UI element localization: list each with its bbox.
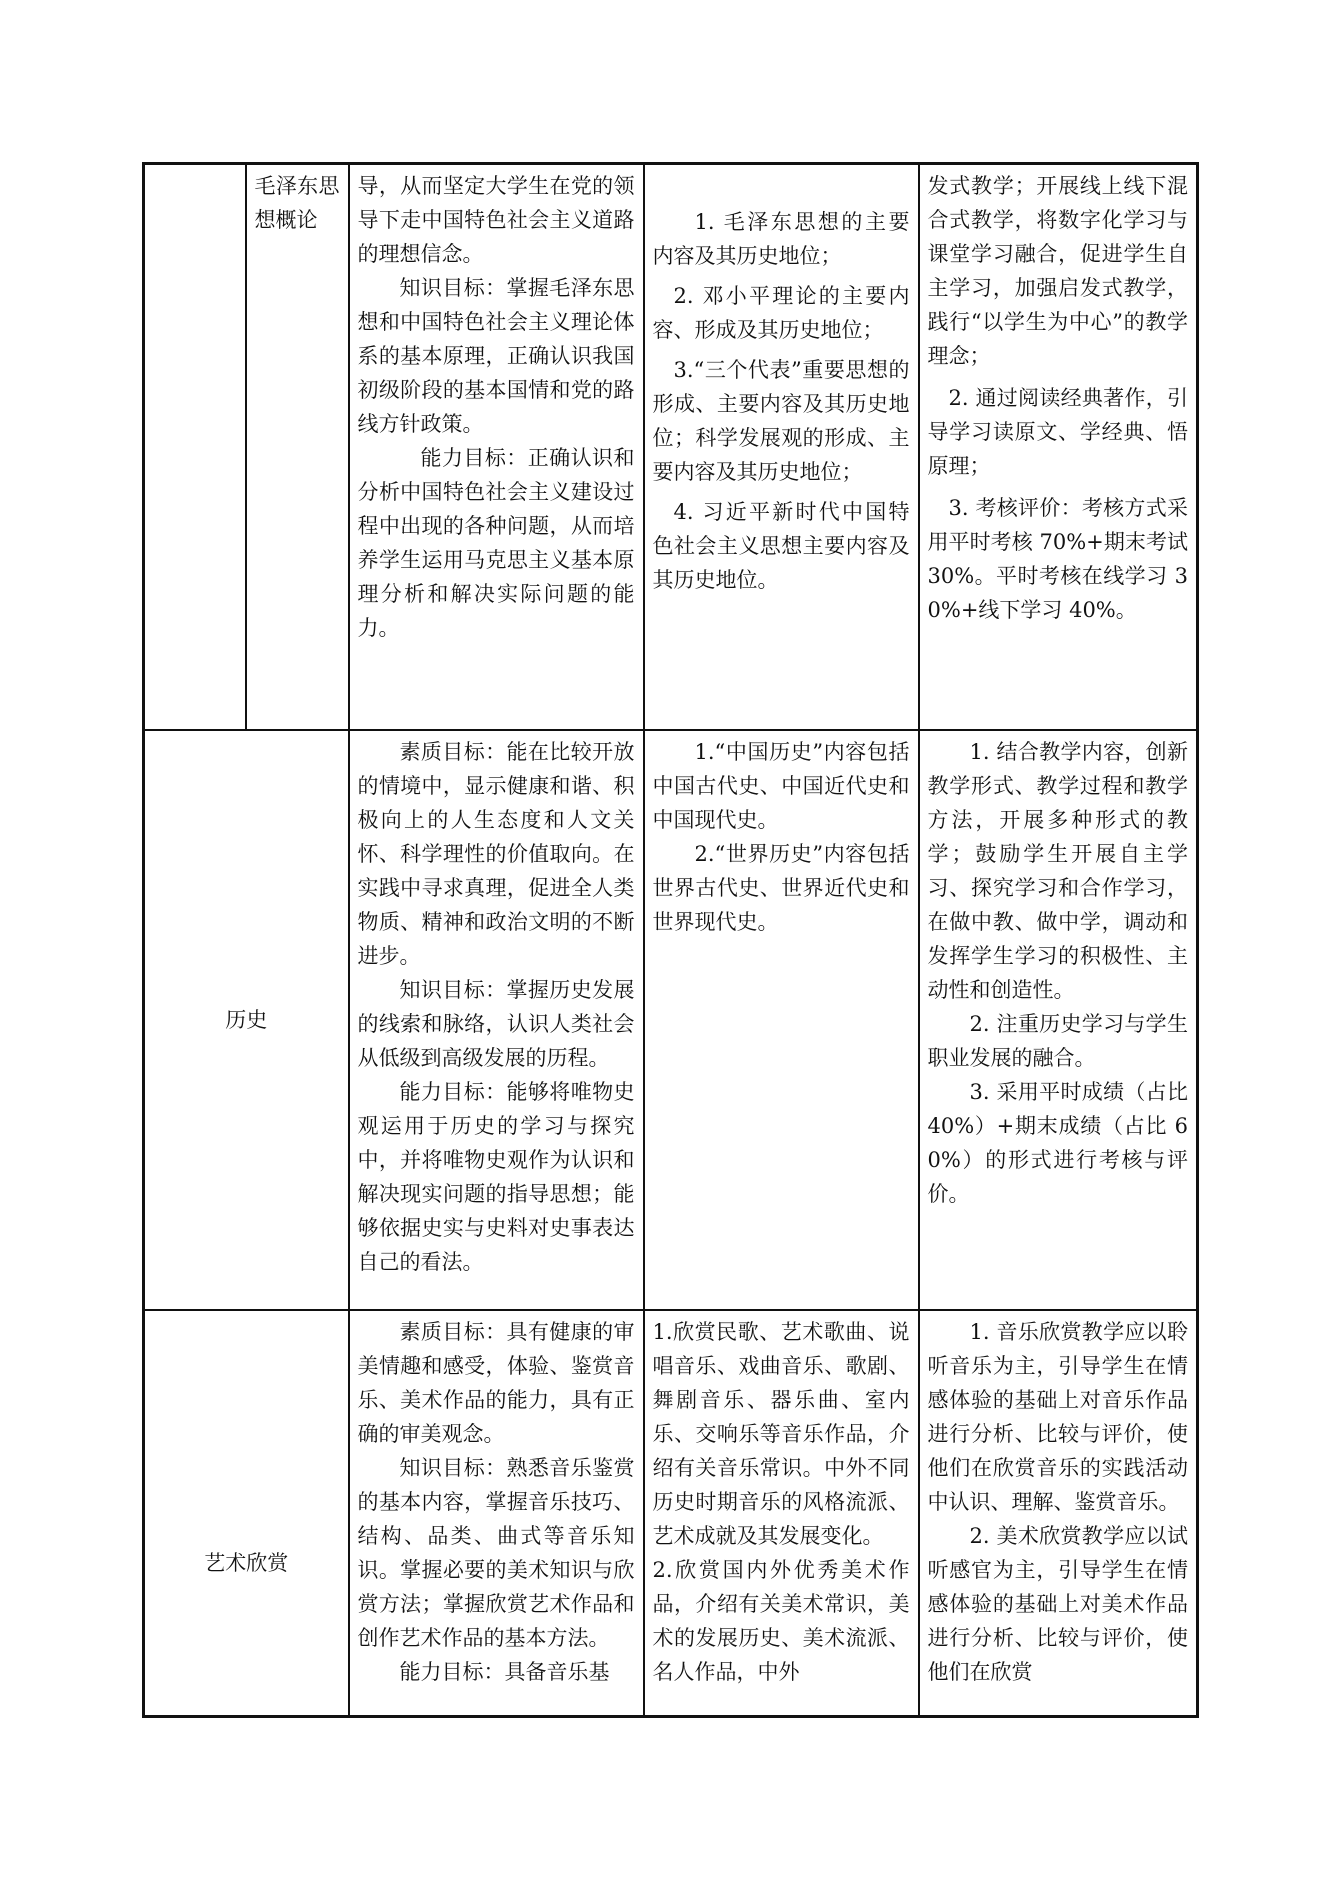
requirement-text: 1. 结合教学内容，创新教学形式、教学过程和教学方法，开展多种形式的教学；鼓励学生开展自主学习、探究学习和合作学习，在做中教、做中学，调动和发挥学生学习的积极性、主动性和创造性。 <box>927 739 1188 1002</box>
content-text: 3.“三个代表”重要思想的形成、主要内容及其历史地位；科学发展观的形成、主要内容及其历史地位； <box>652 358 910 484</box>
content-text: 1.“中国历史”内容包括中国古代史、中国近代史和中国现代史。 <box>652 739 910 832</box>
objective-text: 素质目标：具有健康的审美情趣和感受，体验、鉴赏音乐、美术作品的能力，具有正确的审美观念。 <box>357 1319 635 1446</box>
content-text: 2.欣赏国内外优秀美术作品，介绍有关美术常识，美术的发展历史、美术流派、名人作品，中外 <box>652 1557 910 1684</box>
requirements-cell <box>919 164 1198 730</box>
table-row <box>144 730 1198 1310</box>
table-row <box>144 1310 1198 1717</box>
requirement-text: 3. 考核评价：考核方式采用平时考核 70%+期末考试 30%。平时考核在线学习 30%+线下学习 40%。 <box>927 496 1188 622</box>
objectives-cell <box>349 730 644 1310</box>
category-cell <box>144 164 246 730</box>
objective-text: 能力目标：正确认识和分析中国特色社会主义建设过程中出现的各种问题，从而培养学生运用马克思主义基本原理分析和解决实际问题的能力。 <box>357 446 635 640</box>
objective-text: 知识目标：掌握毛泽东思想和中国特色社会主义理论体系的基本原理，正确认识我国初级阶段的基本国情和党的路线方针政策。 <box>357 276 635 436</box>
requirements-cell <box>919 1310 1198 1717</box>
category-label: 历史 <box>225 1007 268 1032</box>
objectives-cell <box>349 164 644 730</box>
subject-name: 毛泽东思想概论 <box>254 174 340 232</box>
requirement-text: 2. 通过阅读经典著作，引导学习读原文、学经典、悟原理； <box>927 386 1188 478</box>
objectives-cell <box>349 1310 644 1717</box>
objective-text: 知识目标：掌握历史发展的线索和脉络，认识人类社会从低级到高级发展的历程。 <box>357 977 635 1070</box>
requirement-text: 2. 美术欣赏教学应以试听感官为主，引导学生在情感体验的基础上对美术作品进行分析、比较与评价，使他们在欣赏 <box>927 1523 1188 1684</box>
objective-text: 导，从而坚定大学生在党的领导下走中国特色社会主义道路的理想信念。 <box>357 174 635 266</box>
objective-text: 知识目标：熟悉音乐鉴赏的基本内容，掌握音乐技巧、结构、品类、曲式等音乐知识。掌握必要的美术知识与欣赏方法；掌握欣赏艺术作品和创作艺术作品的基本方法。 <box>357 1455 635 1650</box>
content-text: 2. 邓小平理论的主要内容、形成及其历史地位； <box>652 284 910 342</box>
content-text: 1. 毛泽东思想的主要内容及其历史地位； <box>652 210 910 268</box>
table-row <box>144 164 1198 730</box>
objective-text: 素质目标：能在比较开放的情境中，显示健康和谐、积极向上的人生态度和人文关怀、科学理性的价值取向。在实践中寻求真理，促进全人类物质、精神和政治文明的不断进步。 <box>357 739 635 968</box>
category-cell <box>144 730 349 1310</box>
category-cell <box>144 1310 349 1717</box>
curriculum-table <box>142 162 1199 1718</box>
content-text: 2.“世界历史”内容包括世界古代史、世界近代史和世界现代史。 <box>652 841 910 934</box>
content-cell <box>644 164 919 730</box>
requirement-text: 发式教学；开展线上线下混合式教学，将数字化学习与课堂学习融合，促进学生自主学习，加强启发式教学， 践行“以学生为中心”的教学理念； <box>927 174 1188 368</box>
category-label: 艺术欣赏 <box>204 1550 289 1575</box>
requirement-text: 2. 注重历史学习与学生职业发展的融合。 <box>927 1011 1188 1070</box>
requirement-text: 3. 采用平时成绩（占比 40%）+期末成绩（占比 60%）的形式进行考核与评价。 <box>927 1079 1188 1206</box>
content-text: 1.欣赏民歌、艺术歌曲、说唱音乐、戏曲音乐、歌剧、舞剧音乐、器乐曲、室内乐、交响乐等音乐作品，介绍有关音乐常识。中外不同历史时期音乐的风格流派、艺术成就及其发展变化。 <box>652 1319 910 1548</box>
requirements-cell <box>919 730 1198 1310</box>
subject-cell <box>246 164 349 730</box>
content-text: 4. 习近平新时代中国特色社会主义思想主要内容及其历史地位。 <box>652 500 910 592</box>
content-cell <box>644 730 919 1310</box>
requirement-text: 1. 音乐欣赏教学应以聆听音乐为主，引导学生在情感体验的基础上对音乐作品进行分析、比较与评价，使他们在欣赏音乐的实践活动中认识、理解、鉴赏音乐。 <box>927 1319 1188 1514</box>
objective-text: 能力目标：能够将唯物史观运用于历史的学习与探究中，并将唯物史观作为认识和解决现实问题的指导思想；能够依据史实与史料对史事表达自己的看法。 <box>357 1079 635 1274</box>
content-cell <box>644 1310 919 1717</box>
objective-text: 能力目标：具备音乐基 <box>399 1659 610 1684</box>
